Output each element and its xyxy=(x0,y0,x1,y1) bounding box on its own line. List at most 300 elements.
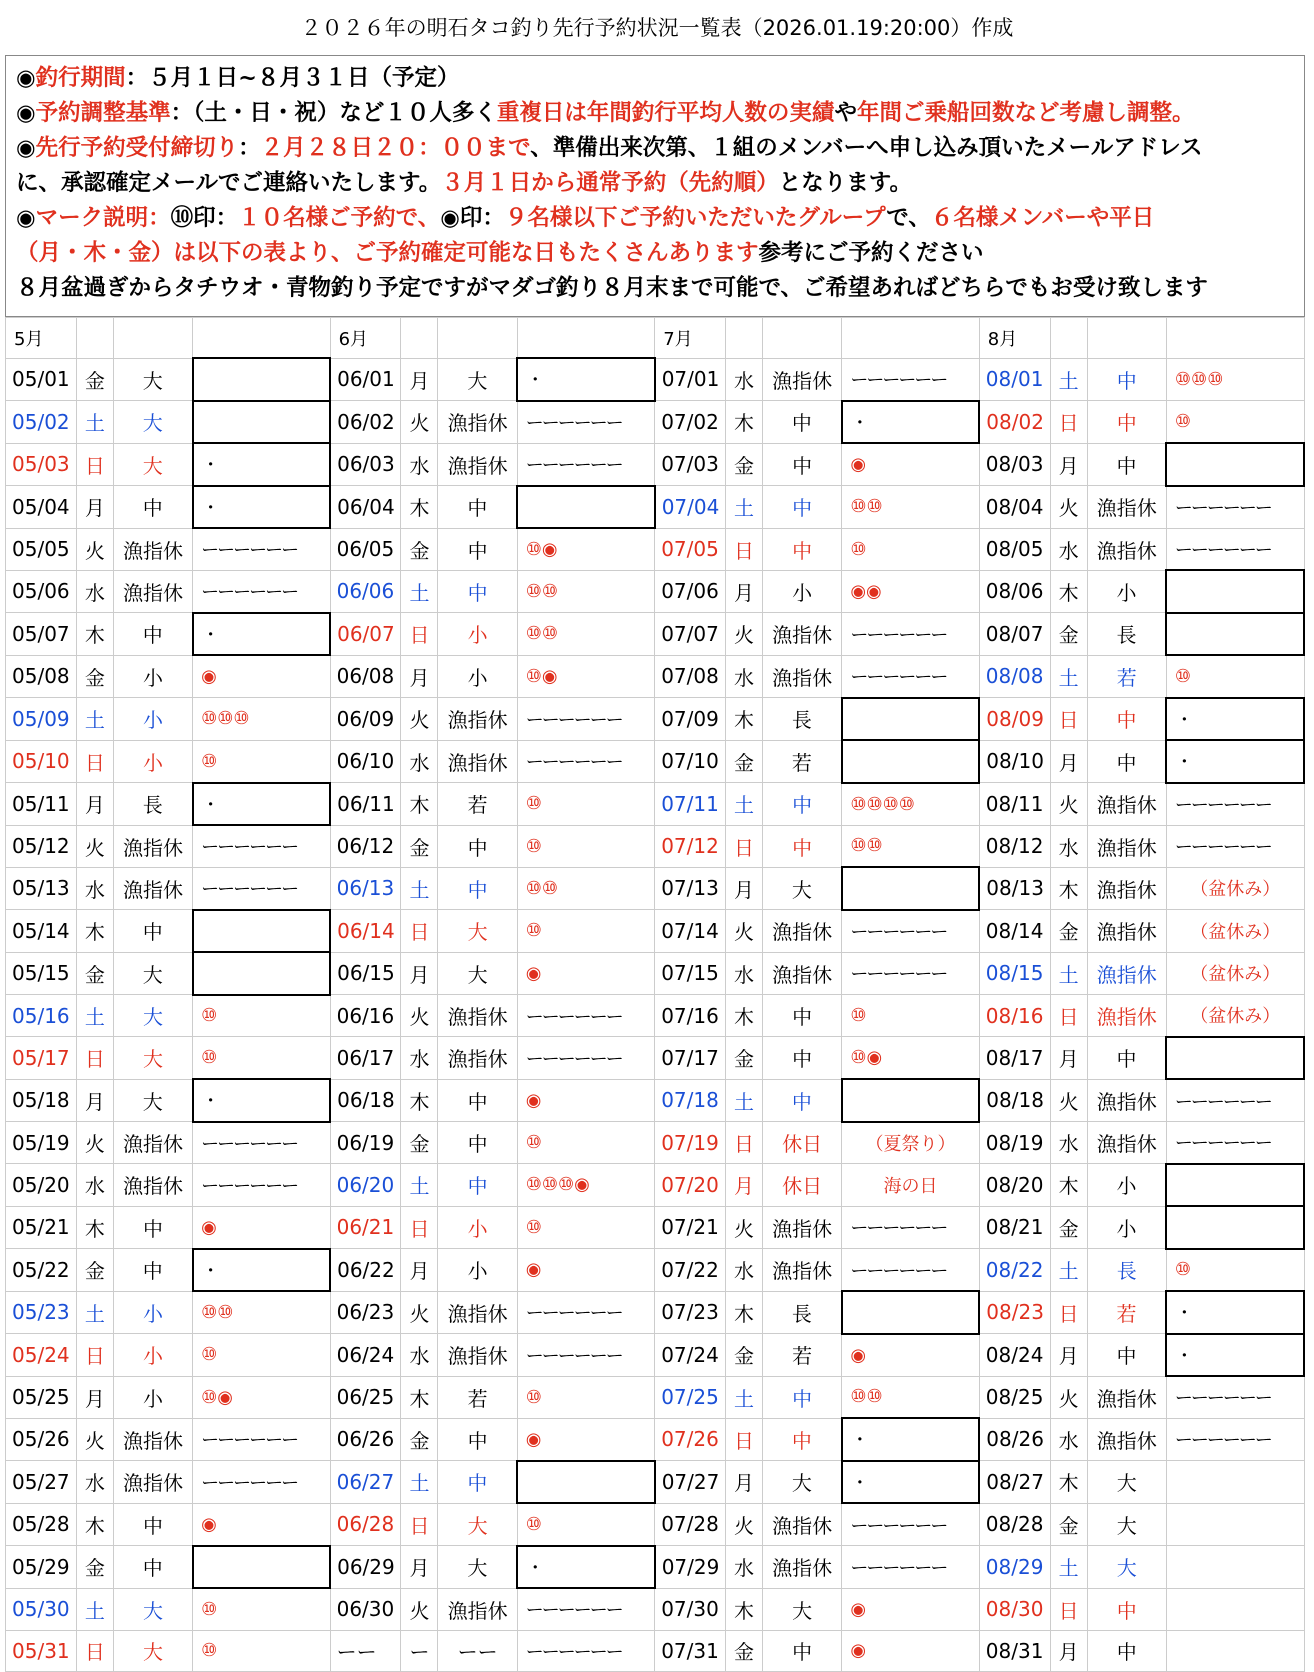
available-slot-box[interactable]: ・ xyxy=(193,1249,330,1292)
weekday-cell: 木 xyxy=(76,1206,113,1249)
weekday-cell: 火 xyxy=(1050,486,1087,529)
available-slot-box[interactable] xyxy=(1166,1164,1304,1207)
notes-text-segment: ９名様以下ご予約いただいたグループ xyxy=(504,205,887,231)
reservation-mark-cell: ーーーーーー xyxy=(842,1206,979,1249)
tide-cell: 大 xyxy=(113,1079,192,1122)
tide-cell: 中 xyxy=(113,1206,192,1249)
tide-cell: 漁指休 xyxy=(113,1164,192,1207)
weekday-cell: 日 xyxy=(76,1334,113,1377)
date-cell-june: ーー xyxy=(330,1630,401,1672)
date-cell-may: 05/29 xyxy=(6,1546,77,1589)
table-row xyxy=(6,443,1305,486)
tide-cell: 漁指休 xyxy=(763,910,842,953)
reservation-mark-cell: ⑩ xyxy=(193,1334,330,1377)
weekday-cell: 日 xyxy=(401,1206,438,1249)
weekday-cell: 月 xyxy=(401,952,438,995)
date-cell-may: 05/03 xyxy=(6,443,77,486)
notes-text-segment: 釣行期間 xyxy=(35,65,126,91)
tide-cell: 小 xyxy=(113,655,192,698)
table-row xyxy=(6,1630,1305,1672)
tide-cell: 中 xyxy=(438,1418,517,1461)
date-cell-may: 05/31 xyxy=(6,1630,77,1672)
weekday-cell: 月 xyxy=(401,655,438,698)
weekday-cell: 日 xyxy=(1050,698,1087,741)
weekday-cell: 水 xyxy=(76,1164,113,1207)
tide-cell: 中 xyxy=(113,1503,192,1546)
notes-text-segment: ２月２８日２０：００まで xyxy=(260,135,531,161)
date-cell-june: 06/25 xyxy=(330,1376,401,1418)
tide-cell: 漁指休 xyxy=(763,613,842,656)
reservation-mark-cell: ⑩⑩ xyxy=(517,867,654,910)
weekday-cell: 水 xyxy=(1050,825,1087,867)
weekday-cell: 火 xyxy=(401,401,438,444)
date-cell-june: 06/16 xyxy=(330,995,401,1037)
available-slot-box[interactable] xyxy=(1166,1037,1304,1080)
tide-cell: 若 xyxy=(1087,1291,1166,1334)
reservation-mark-cell: ーーーーーー xyxy=(193,867,330,910)
tide-cell: 中 xyxy=(763,1418,842,1461)
weekday-cell: 日 xyxy=(1050,401,1087,444)
date-cell-august: 08/30 xyxy=(979,1588,1050,1630)
tide-cell: 中 xyxy=(1087,358,1166,401)
tide-cell: 小 xyxy=(438,1249,517,1292)
tide-cell: 漁指休 xyxy=(1087,1122,1166,1164)
available-slot-box[interactable]: ・ xyxy=(842,1418,979,1461)
available-slot-box[interactable] xyxy=(517,1461,654,1504)
date-cell-july: 07/08 xyxy=(655,655,726,698)
notes-text-segment: 参考にご予約ください xyxy=(758,240,984,266)
date-cell-june: 06/27 xyxy=(330,1461,401,1504)
weekday-cell: 金 xyxy=(726,1630,763,1672)
tide-cell: 漁指休 xyxy=(1087,486,1166,529)
date-cell-july: 07/03 xyxy=(655,443,726,486)
weekday-cell: 金 xyxy=(1050,1503,1087,1546)
tide-cell: 中 xyxy=(438,1122,517,1164)
date-cell-august: 08/07 xyxy=(979,613,1050,656)
weekday-cell: 金 xyxy=(401,1122,438,1164)
table-row xyxy=(6,1376,1305,1418)
tide-cell: 漁指休 xyxy=(113,1122,192,1164)
tide-cell: 大 xyxy=(113,1037,192,1080)
tide-cell: 中 xyxy=(763,1376,842,1418)
tide-cell: 中 xyxy=(763,1037,842,1080)
tide-cell: 大 xyxy=(763,1588,842,1630)
weekday-cell: 木 xyxy=(726,1588,763,1630)
notes-text-segment: ６名様メンバーや平日 xyxy=(930,205,1155,231)
tide-cell: 大 xyxy=(763,867,842,910)
table-row xyxy=(6,952,1305,995)
tide-cell: 漁指休 xyxy=(763,1546,842,1589)
available-slot-box[interactable]: ・ xyxy=(842,1461,979,1504)
tide-cell: 漁指休 xyxy=(113,1418,192,1461)
table-row xyxy=(6,528,1305,570)
notes-text-segment: 重複日は年間釣行平均人数の実績 xyxy=(496,100,835,126)
weekday-cell: 金 xyxy=(76,1249,113,1292)
reservation-mark-cell: ⑩⑩ xyxy=(517,613,654,656)
weekday-cell: 水 xyxy=(76,1461,113,1504)
date-cell-may: 05/02 xyxy=(6,401,77,444)
date-cell-may: 05/18 xyxy=(6,1079,77,1122)
date-cell-july: 07/24 xyxy=(655,1334,726,1377)
weekday-cell: 水 xyxy=(1050,1418,1087,1461)
tide-cell: 中 xyxy=(113,910,192,953)
tide-cell: 大 xyxy=(438,910,517,953)
available-slot-box[interactable] xyxy=(842,698,979,741)
available-slot-box[interactable] xyxy=(193,401,330,444)
reservation-mark-cell: ◉ xyxy=(517,1079,654,1122)
reservation-mark-cell: ⑩ xyxy=(1166,655,1304,698)
tide-cell: 大 xyxy=(438,1503,517,1546)
date-cell-may: 05/28 xyxy=(6,1503,77,1546)
available-slot-box[interactable] xyxy=(842,740,979,783)
reservation-mark-cell: ーーーーーー xyxy=(517,1291,654,1334)
available-slot-box[interactable] xyxy=(1166,443,1304,486)
notes-text-segment: に、承認確定メールでご連絡いたします。 xyxy=(16,170,442,196)
available-slot-box[interactable] xyxy=(1166,1206,1304,1249)
tide-cell: 中 xyxy=(763,995,842,1037)
available-slot-box[interactable]: ・ xyxy=(193,443,330,486)
notes-line-period xyxy=(16,61,1304,96)
tide-cell: 長 xyxy=(1087,613,1166,656)
date-cell-may: 05/05 xyxy=(6,528,77,570)
reservation-mark-cell: ーーーーーー xyxy=(1166,1122,1304,1164)
tide-cell: 中 xyxy=(438,486,517,529)
tide-cell: 中 xyxy=(1087,1630,1166,1672)
date-cell-may: 05/08 xyxy=(6,655,77,698)
available-slot-box[interactable] xyxy=(842,1079,979,1122)
reservation-mark-cell: ◉ xyxy=(517,1418,654,1461)
notes-text-segment: ⑩印： xyxy=(170,205,239,231)
weekday-cell: 月 xyxy=(76,1079,113,1122)
date-cell-july: 07/26 xyxy=(655,1418,726,1461)
available-slot-box[interactable] xyxy=(193,1546,330,1589)
weekday-cell: 土 xyxy=(1050,1546,1087,1589)
date-cell-july: 07/04 xyxy=(655,486,726,529)
tide-cell: 中 xyxy=(1087,740,1166,783)
date-cell-may: 05/27 xyxy=(6,1461,77,1504)
weekday-cell: 金 xyxy=(76,1546,113,1589)
notes-text-segment: で、 xyxy=(886,205,931,231)
available-slot-box[interactable] xyxy=(193,910,330,953)
date-cell-august: 08/27 xyxy=(979,1461,1050,1504)
weekday-cell: 火 xyxy=(76,825,113,867)
available-slot-box[interactable] xyxy=(842,1291,979,1334)
weekday-cell: 日 xyxy=(726,1122,763,1164)
date-cell-july: 07/29 xyxy=(655,1546,726,1589)
weekday-cell: 日 xyxy=(76,740,113,783)
available-slot-box[interactable]: ・ xyxy=(1166,740,1304,783)
date-cell-august: 08/24 xyxy=(979,1334,1050,1377)
available-slot-box[interactable]: ・ xyxy=(842,401,979,444)
month-header-june: 6月 xyxy=(330,318,401,359)
weekday-cell: 月 xyxy=(726,1164,763,1207)
tide-cell: 大 xyxy=(438,358,517,401)
tide-cell: 漁指休 xyxy=(763,1206,842,1249)
tide-cell: 大 xyxy=(113,401,192,444)
date-cell-july: 07/06 xyxy=(655,570,726,613)
table-row xyxy=(6,910,1305,953)
weekday-cell: 水 xyxy=(1050,1122,1087,1164)
tide-cell: 中 xyxy=(1087,1334,1166,1377)
notes-line-confirmation xyxy=(16,166,1304,201)
table-row xyxy=(6,1249,1305,1292)
table-row xyxy=(6,570,1305,613)
tide-cell: 漁指休 xyxy=(763,358,842,401)
reservation-mark-cell: ーーーーーー xyxy=(193,528,330,570)
available-slot-box[interactable] xyxy=(842,867,979,910)
tide-cell: 中 xyxy=(763,401,842,444)
tide-cell: 漁指休 xyxy=(113,825,192,867)
date-cell-july: 07/13 xyxy=(655,867,726,910)
reservation-mark-cell: ーーーーーー xyxy=(517,1334,654,1377)
available-slot-box[interactable] xyxy=(1166,613,1304,656)
reservation-mark-cell: ⑩⑩ xyxy=(842,825,979,867)
tide-cell: 中 xyxy=(113,486,192,529)
date-cell-july: 07/27 xyxy=(655,1461,726,1504)
notes-text-segment: ８月盆過ぎからタチウオ・青物釣り予定ですがマダゴ釣り８月末まで可能で、ご希望あればどちらでもお受け致します xyxy=(16,275,1208,301)
tide-cell: 大 xyxy=(438,1546,517,1589)
notes-text-segment: 予約調整基準 xyxy=(35,100,171,126)
tide-cell: 漁指休 xyxy=(113,867,192,910)
date-cell-august: 08/25 xyxy=(979,1376,1050,1418)
weekday-cell: 水 xyxy=(401,1334,438,1377)
tide-cell: 中 xyxy=(438,867,517,910)
notes-text-segment: ◉ xyxy=(16,65,36,91)
available-slot-box[interactable]: ・ xyxy=(193,1079,330,1122)
date-cell-july: 07/19 xyxy=(655,1122,726,1164)
reservation-mark-cell: ◉ xyxy=(842,1334,979,1377)
tide-cell: 小 xyxy=(1087,1206,1166,1249)
tide-cell: 漁指休 xyxy=(1087,910,1166,953)
available-slot-box[interactable]: ・ xyxy=(517,358,654,401)
available-slot-box[interactable] xyxy=(193,358,330,401)
tide-cell: 中 xyxy=(1087,401,1166,444)
weekday-cell: 月 xyxy=(401,358,438,401)
weekday-cell: 水 xyxy=(726,1249,763,1292)
weekday-cell: 水 xyxy=(1050,528,1087,570)
available-slot-box[interactable]: ・ xyxy=(1166,1291,1304,1334)
table-row xyxy=(6,740,1305,783)
date-cell-june: 06/30 xyxy=(330,1588,401,1630)
reservation-mark-cell: ⑩⑩ xyxy=(842,486,979,529)
notes-text-segment: ◉ xyxy=(16,205,36,231)
notes-text-segment: 、準備出来次第、１組のメンバーへ申し込み頂いたメールアドレス xyxy=(530,135,1203,161)
reservation-mark-cell: ⑩ xyxy=(193,1588,330,1630)
weekday-cell: 土 xyxy=(726,1079,763,1122)
weekday-cell: 火 xyxy=(1050,1376,1087,1418)
date-cell-august: 08/11 xyxy=(979,783,1050,826)
weekday-cell: 火 xyxy=(1050,1079,1087,1122)
available-slot-box[interactable]: ・ xyxy=(193,613,330,656)
weekday-cell: 金 xyxy=(76,952,113,995)
tide-cell: 中 xyxy=(113,1546,192,1589)
reservation-mark-cell: ⑩⑩⑩⑩ xyxy=(842,783,979,826)
reservation-mark-cell: ◉◉ xyxy=(842,570,979,613)
tide-cell: ーー xyxy=(438,1630,517,1672)
tide-cell: 大 xyxy=(763,1461,842,1504)
date-cell-august: 08/18 xyxy=(979,1079,1050,1122)
reservation-mark-cell: ーーーーーー xyxy=(1166,486,1304,529)
reservation-mark-cell: ーーーーーー xyxy=(842,952,979,995)
tide-cell: 大 xyxy=(1087,1503,1166,1546)
date-cell-may: 05/23 xyxy=(6,1291,77,1334)
weekday-cell: 金 xyxy=(76,655,113,698)
weekday-cell: 金 xyxy=(1050,910,1087,953)
tide-cell: 漁指休 xyxy=(1087,867,1166,910)
date-cell-july: 07/16 xyxy=(655,995,726,1037)
date-cell-june: 06/06 xyxy=(330,570,401,613)
reservation-mark-cell: ◉ xyxy=(193,1206,330,1249)
tide-cell: 中 xyxy=(763,443,842,486)
tide-cell: 中 xyxy=(113,613,192,656)
weekday-cell: 土 xyxy=(401,1164,438,1207)
month-header-may: 5月 xyxy=(6,318,77,359)
reservation-mark-cell: ⑩ xyxy=(517,783,654,826)
tide-cell: 中 xyxy=(438,570,517,613)
reservation-mark-cell: ⑩ xyxy=(1166,1249,1304,1292)
table-row xyxy=(6,613,1305,656)
tide-cell: 漁指休 xyxy=(1087,1079,1166,1122)
reservation-mark-cell: ーーーーーー xyxy=(193,1164,330,1207)
available-slot-box[interactable] xyxy=(193,952,330,995)
weekday-cell: 木 xyxy=(1050,1461,1087,1504)
reservation-mark-cell: ーーーーーー xyxy=(1166,825,1304,867)
tide-cell: 中 xyxy=(1087,1037,1166,1080)
reservation-mark-cell: ◉ xyxy=(193,1503,330,1546)
reservation-mark-cell xyxy=(1166,1588,1304,1630)
reservation-mark-cell: ーーーーーー xyxy=(1166,783,1304,826)
available-slot-box[interactable]: ・ xyxy=(193,486,330,529)
tide-cell: 小 xyxy=(1087,570,1166,613)
date-cell-july: 07/30 xyxy=(655,1588,726,1630)
weekday-cell: ー xyxy=(401,1630,438,1672)
reservation-mark-cell: ーーーーーー xyxy=(517,1588,654,1630)
date-cell-august: 08/01 xyxy=(979,358,1050,401)
notes-box xyxy=(5,55,1305,317)
reservation-mark-cell: ◉ xyxy=(842,1588,979,1630)
weekday-cell: 火 xyxy=(726,910,763,953)
weekday-cell: 木 xyxy=(401,486,438,529)
weekday-cell: 月 xyxy=(1050,1037,1087,1080)
date-cell-august: 08/19 xyxy=(979,1122,1050,1164)
date-cell-july: 07/07 xyxy=(655,613,726,656)
table-row xyxy=(6,825,1305,867)
date-cell-may: 05/01 xyxy=(6,358,77,401)
date-cell-june: 06/13 xyxy=(330,867,401,910)
reservation-mark-cell: ーーーーーー xyxy=(517,401,654,444)
weekday-cell: 水 xyxy=(76,570,113,613)
weekday-cell: 木 xyxy=(726,1291,763,1334)
reservation-mark-cell: ⑩⑩⑩ xyxy=(1166,358,1304,401)
reservation-mark-cell: ーーーーーー xyxy=(1166,1376,1304,1418)
table-row xyxy=(6,1588,1305,1630)
reservation-mark-cell: ーーーーーー xyxy=(517,1037,654,1080)
reservation-mark-cell: ◉ xyxy=(842,1630,979,1672)
tide-cell: 漁指休 xyxy=(763,1249,842,1292)
weekday-cell: 金 xyxy=(401,528,438,570)
date-cell-july: 07/12 xyxy=(655,825,726,867)
reservation-mark-cell: ーーーーーー xyxy=(842,1546,979,1589)
tide-cell: 漁指休 xyxy=(438,401,517,444)
notes-text-segment: ： xyxy=(238,135,261,161)
date-cell-june: 06/12 xyxy=(330,825,401,867)
weekday-cell: 火 xyxy=(76,1122,113,1164)
weekday-cell: 水 xyxy=(726,952,763,995)
tide-cell: 中 xyxy=(763,528,842,570)
weekday-cell: 木 xyxy=(1050,570,1087,613)
reservation-mark-cell: ⑩ xyxy=(517,1122,654,1164)
tide-cell: 小 xyxy=(438,1206,517,1249)
available-slot-box[interactable]: ・ xyxy=(193,783,330,826)
table-row xyxy=(6,358,1305,401)
date-cell-may: 05/22 xyxy=(6,1249,77,1292)
date-cell-july: 07/21 xyxy=(655,1206,726,1249)
weekday-cell: 木 xyxy=(726,698,763,741)
date-cell-may: 05/21 xyxy=(6,1206,77,1249)
tide-cell: 若 xyxy=(1087,655,1166,698)
tide-cell: 中 xyxy=(1087,1588,1166,1630)
tide-cell: 漁指休 xyxy=(1087,995,1166,1037)
date-cell-august: 08/22 xyxy=(979,1249,1050,1292)
reservation-mark-cell: ⑩ xyxy=(193,995,330,1037)
reservation-mark-cell: ーーーーーー xyxy=(517,740,654,783)
table-row xyxy=(6,698,1305,741)
date-cell-august: 08/02 xyxy=(979,401,1050,444)
available-slot-box[interactable]: ・ xyxy=(1166,1334,1304,1377)
notes-text-segment: マーク説明： xyxy=(35,205,171,231)
tide-cell: 漁指休 xyxy=(763,1503,842,1546)
available-slot-box[interactable]: ・ xyxy=(1166,698,1304,741)
tide-cell: 漁指休 xyxy=(438,443,517,486)
date-cell-may: 05/07 xyxy=(6,613,77,656)
available-slot-box[interactable] xyxy=(517,486,654,529)
date-cell-may: 05/14 xyxy=(6,910,77,953)
available-slot-box[interactable] xyxy=(1166,570,1304,613)
weekday-cell: 木 xyxy=(76,1503,113,1546)
table-row xyxy=(6,1291,1305,1334)
notes-text-segment: ◉ xyxy=(16,135,36,161)
date-cell-august: 08/09 xyxy=(979,698,1050,741)
weekday-cell: 火 xyxy=(726,1206,763,1249)
date-cell-july: 07/05 xyxy=(655,528,726,570)
reservation-mark-cell: （盆休み） xyxy=(1166,995,1304,1037)
weekday-cell: 日 xyxy=(76,1630,113,1672)
tide-cell: 中 xyxy=(438,825,517,867)
date-cell-august: 08/29 xyxy=(979,1546,1050,1589)
weekday-cell: 日 xyxy=(401,1503,438,1546)
tide-cell: 長 xyxy=(113,783,192,826)
reservation-mark-cell: ⑩ xyxy=(842,528,979,570)
notes-text-segment: や xyxy=(834,100,857,126)
date-cell-june: 06/28 xyxy=(330,1503,401,1546)
weekday-cell: 水 xyxy=(401,443,438,486)
weekday-cell: 金 xyxy=(401,825,438,867)
date-cell-may: 05/15 xyxy=(6,952,77,995)
tide-cell: 長 xyxy=(763,1291,842,1334)
weekday-cell: 月 xyxy=(726,570,763,613)
reservation-mark-cell: ーーーーーー xyxy=(517,995,654,1037)
weekday-cell: 月 xyxy=(1050,1334,1087,1377)
tide-cell: 大 xyxy=(1087,1546,1166,1589)
reservation-mark-cell: ◉ xyxy=(842,443,979,486)
date-cell-july: 07/02 xyxy=(655,401,726,444)
weekday-cell: 日 xyxy=(76,1037,113,1080)
date-cell-august: 08/14 xyxy=(979,910,1050,953)
available-slot-box[interactable]: ・ xyxy=(517,1546,654,1589)
tide-cell: 漁指休 xyxy=(438,1588,517,1630)
date-cell-july: 07/17 xyxy=(655,1037,726,1080)
month-header-july: 7月 xyxy=(655,318,726,359)
